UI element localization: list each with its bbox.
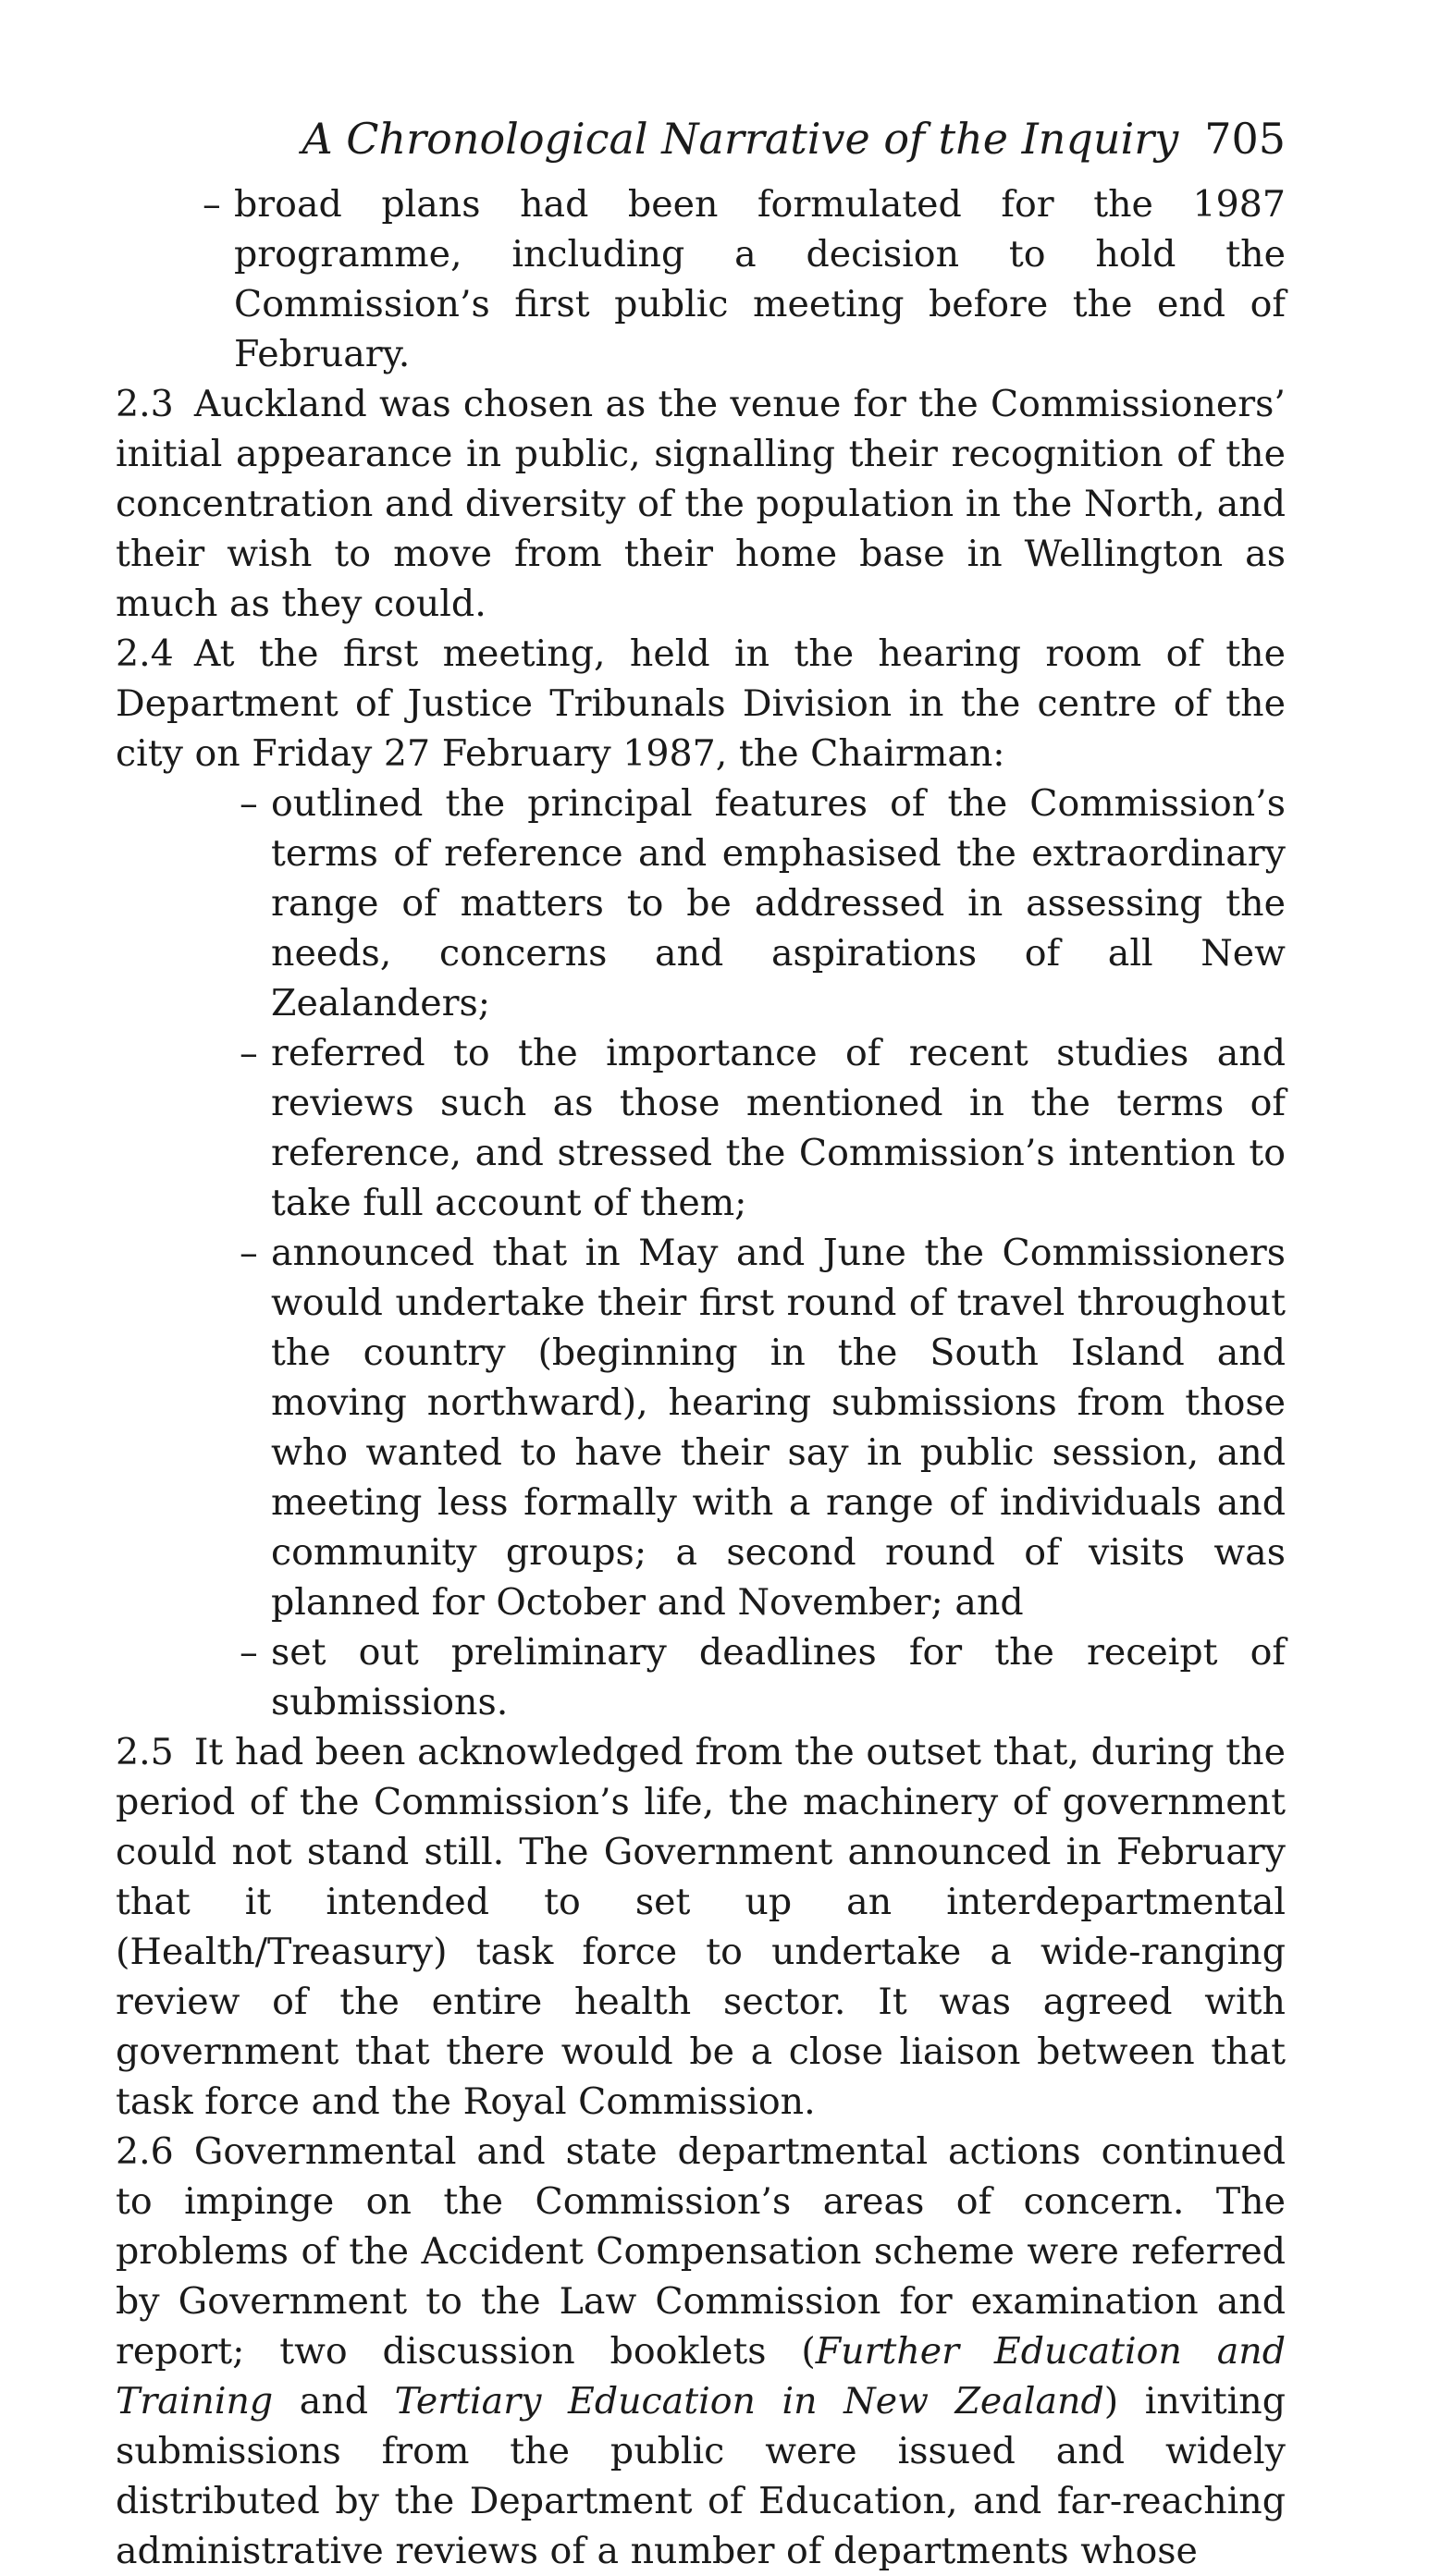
paragraph-number: 2.6 xyxy=(116,2130,174,2173)
running-head-title: A Chronological Narrative of the Inquiry xyxy=(302,114,1179,164)
dash-marker: – xyxy=(240,1631,258,1674)
dash-marker: – xyxy=(240,782,258,825)
paragraph-2-3 xyxy=(116,379,1286,629)
paragraph-number: 2.5 xyxy=(116,1731,174,1773)
dash-marker: – xyxy=(240,1232,258,1274)
paragraph-2-4 xyxy=(116,629,1286,779)
page-number: 705 xyxy=(1204,114,1286,164)
book-page xyxy=(116,111,1286,2576)
bullet-item xyxy=(240,779,1286,1028)
dash-marker: – xyxy=(203,183,221,226)
paragraph-text: At the first meeting, held in the hearing room of the Department of Justice Tribunals Division in the centre of the city on Friday 27 February 1987, the Chairman: xyxy=(116,632,1286,775)
booklet-title: Tertiary Education in New Zealand xyxy=(394,2380,1104,2423)
paragraph-text: ) inviting submissions from the public were issued and widely distributed by the Department of Education, and far-reaching administrative reviews of a number of departments whose xyxy=(116,2380,1287,2572)
body-text xyxy=(116,179,1286,2576)
bullet-item xyxy=(240,1028,1286,1228)
bullet-item xyxy=(240,1627,1286,1727)
paragraph-2-5 xyxy=(116,1727,1286,2127)
bullet-item xyxy=(203,179,1286,379)
bullet-text: outlined the principal features of the Commission’s terms of reference and emphasised the extraordinary range of matters to be addressed in assessing the needs, concerns and aspirations of all New Zealanders; xyxy=(271,782,1286,1024)
bullet-text: set out preliminary deadlines for the receipt of submissions. xyxy=(271,1631,1286,1723)
paragraph-text: and xyxy=(273,2380,395,2423)
dash-marker: – xyxy=(240,1032,258,1074)
paragraph-number: 2.3 xyxy=(116,383,174,425)
paragraph-text: Governmental and state departmental actions continued to impinge on the Commission’s areas of concern. The problems of the Accident Compensation scheme were referred by Government to the Law Commission for examination and report; two discussion booklets ( xyxy=(116,2130,1286,2373)
paragraph-text: Auckland was chosen as the venue for the Commissioners’ initial appearance in public, signalling their recognition of the concentration and diversity of the population in the North, and their wish to move from their home base in Wellington as much as they could. xyxy=(116,383,1286,625)
booklet-title: Further Education and Training xyxy=(116,2330,1286,2423)
paragraph-text: It had been acknowledged from the outset that, during the period of the Commission’s life, the machinery of government could not stand still. The Government announced in February that it intended to set up an interdepartmental (Health/Treasury) task force to undertake a wide-ranging review of the entire health sector. It was agreed with government that there would be a close liaison between that task force and the Royal Commission. xyxy=(116,1731,1286,2123)
bullet-item xyxy=(240,1228,1286,1627)
bullet-text: referred to the importance of recent studies and reviews such as those mentioned in the terms of reference, and stressed the Commission’s intention to take full account of them; xyxy=(271,1032,1286,1224)
bullet-text: broad plans had been formulated for the 1987 programme, including a decision to hold the Commission’s first public meeting before the end of February. xyxy=(234,183,1286,375)
running-head xyxy=(116,111,1286,166)
paragraph-number: 2.4 xyxy=(116,632,174,675)
bullet-text: announced that in May and June the Commissioners would undertake their first round of travel throughout the country (beginning in the South Island and moving northward), hearing submissions from those who wanted to have their say in public session, and meeting less formally with a range of individuals and community groups; a second round of visits was planned for October and November; and xyxy=(271,1232,1286,1624)
paragraph-2-6 xyxy=(116,2127,1286,2576)
